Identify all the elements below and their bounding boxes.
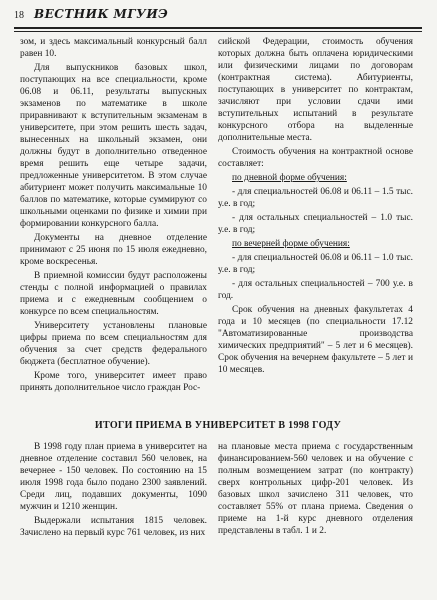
paragraph: сийской Федерации, стоимость обучения которых должна быть оплачена юридическими или физическими лицами по договорам (контрактная система). Абитуриенты, поступающих в университет по контрактам, зачисляют при условии сдачи ими вступительных испытаний в результате конкурсного отбора на выделенные дополнительные места. [218,37,413,143]
evening-form-heading: по вечерней форме обучения: [232,239,350,249]
paragraph: Документы на дневное отделение принимают с 25 июня по 15 июля ежедневно, кроме воскресенья. [20,233,207,267]
paragraph: Университету установлены плановые цифры приема по всем специальностям для обучения за счет средств федерального бюджета (бесплатное обучение). [20,321,207,367]
list-item: - для специальностей 06.08 и 06.11 – 1.0 тыс. у.е. в год; [218,253,413,275]
page-number: 18 [14,10,24,21]
header-rule-thin [14,31,422,32]
list-item: - для остальных специальностей – 1.0 тыс. у.е. в год; [218,213,413,235]
page-header [14,7,434,29]
journal-title: ВЕСТНИК МГУИЭ [34,7,169,21]
paragraph: Стоимость обучения на контрактной основе составляет: [218,147,413,169]
paragraph: на плановые места приема с государственным финансированием-560 человек и на обучение с полным возмещением затрат (по контракту) сверх контрольных цифр-201 человек. Из базовых школ зачислено 311 человек, что составляет 55% от плана приема. Сведения о приеме на 1-й курс дневного отделения представлены в табл. 1 и 2. [218,442,413,536]
paragraph: Для выпускников базовых школ, поступающих на все специальности, кроме 06.08 и 06.11, результаты выпускных экзаменов по математике в школе приравнивают к вступительным экзаменам в университете, при этом решить шесть задач, вынесенных на школьный экзамен, они должны будут в дополнительно отведенное время решить еще четыре задачи, предложенные университетом. В этом случае абитуриент может получить максимальные 10 баллов по математике, которые суммируют со школьными оценками по физике и химии при формировании конкурсного балла. [20,63,207,229]
column-left-top [20,36,207,396]
column-right-top [218,36,413,378]
paragraph: зом, и здесь максимальный конкурсный балл равен 10. [20,37,207,59]
list-item: - для остальных специальностей – 700 у.е. в год. [218,279,413,301]
section-title: ИТОГИ ПРИЕМА В УНИВЕРСИТЕТ В 1998 ГОДУ [94,420,342,431]
header-rule-thick [14,27,422,29]
day-form-heading: по дневной форме обучения: [232,173,347,183]
paragraph: В приемной комиссии будут расположены стенды с полной информацией о правилах приема и с ежедневным сообщением о конкурсе по всем специальностям. [20,271,207,317]
list-item: - для специальностей 06.08 и 06.11 – 1.5 тыс. у.е. в год; [218,187,413,209]
column-right-bottom [218,441,413,539]
paragraph: Срок обучения на дневных факультетах 4 года и 10 месяцев (по специальности 17.12 "Автоматизированные производства химических предприятий" – 5 лет и 6 месяцев). Срок обучения на вечернем факультете – 5 лет и 10 месяцев. [218,305,413,375]
paragraph: В 1998 году план приема в университет на дневное отделение составил 560 человек, на вечернее - 150 человек. По состоянию на 15 июля 1998 года было подано 2300 заявлений. Среди лиц, подавших документы, 1090 мужчин и 1210 женщин. [20,442,207,512]
paragraph: Кроме того, университет имеет право принять дополнительное число граждан Рос- [20,371,207,393]
column-left-bottom [20,441,207,541]
paragraph: Выдержали испытания 1815 человек. Зачислено на первый курс 761 человек, из них [20,516,207,538]
